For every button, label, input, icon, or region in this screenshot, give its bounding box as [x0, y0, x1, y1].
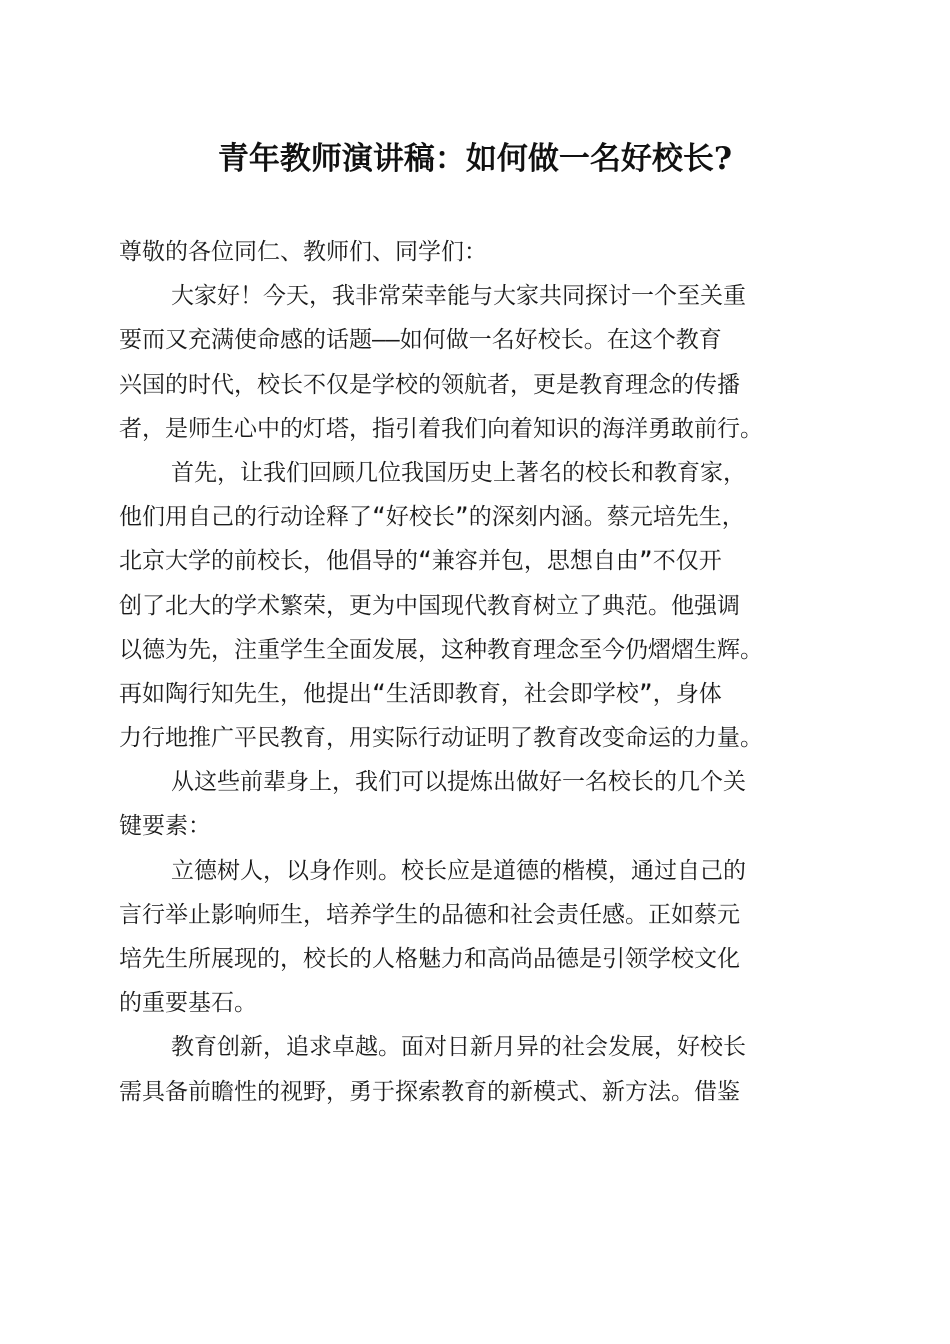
- body-line: 教育创新，追求卓越。面对日新月异的社会发展，好校长: [171, 1034, 746, 1061]
- body-line: 再如陶行知先生，他提出“生活即教育，社会即学校”，身体: [119, 680, 722, 707]
- body-line: 他们用自己的行动诠释了“好校长”的深刻内涵。蔡元培先生，: [119, 504, 745, 531]
- body-line: 以德为先，注重学生全面发展，这种教育理念至今仍熠熠生辉。: [119, 636, 763, 663]
- body-line: 首先，让我们回顾几位我国历史上著名的校长和教育家，: [171, 459, 746, 486]
- body-line: 的重要基石。: [119, 990, 257, 1017]
- body-line: 创了北大的学术繁荣，更为中国现代教育树立了典范。他强调: [119, 592, 740, 619]
- body-line: 要而又充满使命感的话题——如何做一名好校长。在这个教育: [119, 327, 722, 354]
- body-line: 者，是师生心中的灯塔，指引着我们向着知识的海洋勇敢前行。: [119, 415, 763, 442]
- body-line: 立德树人，以身作则。校长应是道德的楷模，通过自己的: [171, 857, 746, 884]
- body-line: 大家好！今天，我非常荣幸能与大家共同探讨一个至关重: [171, 283, 746, 310]
- body-line: 兴国的时代，校长不仅是学校的领航者，更是教育理念的传播: [119, 371, 740, 398]
- body-line: 培先生所展现的，校长的人格魅力和高尚品德是引领学校文化: [119, 946, 740, 972]
- body-line: 键要素：: [119, 813, 211, 840]
- body-line: 从这些前辈身上，我们可以提炼出做好一名校长的几个关: [171, 769, 746, 796]
- body-line: 言行举止影响师生，培养学生的品德和社会责任感。正如蔡元: [119, 901, 740, 928]
- document-body: [119, 230, 831, 1114]
- body-line: 力行地推广平民教育，用实际行动证明了教育改变命运的力量。: [119, 725, 763, 752]
- body-line: 北京大学的前校长，他倡导的“兼容并包，思想自由”不仅开: [119, 548, 722, 575]
- body-line: 需具备前瞻性的视野，勇于探索教育的新模式、新方法。借鉴: [119, 1078, 740, 1105]
- document-title: 青年教师演讲稿：如何做一名好校长?: [217, 141, 733, 177]
- body-line: 尊敬的各位同仁、教师们、同学们：: [119, 239, 487, 265]
